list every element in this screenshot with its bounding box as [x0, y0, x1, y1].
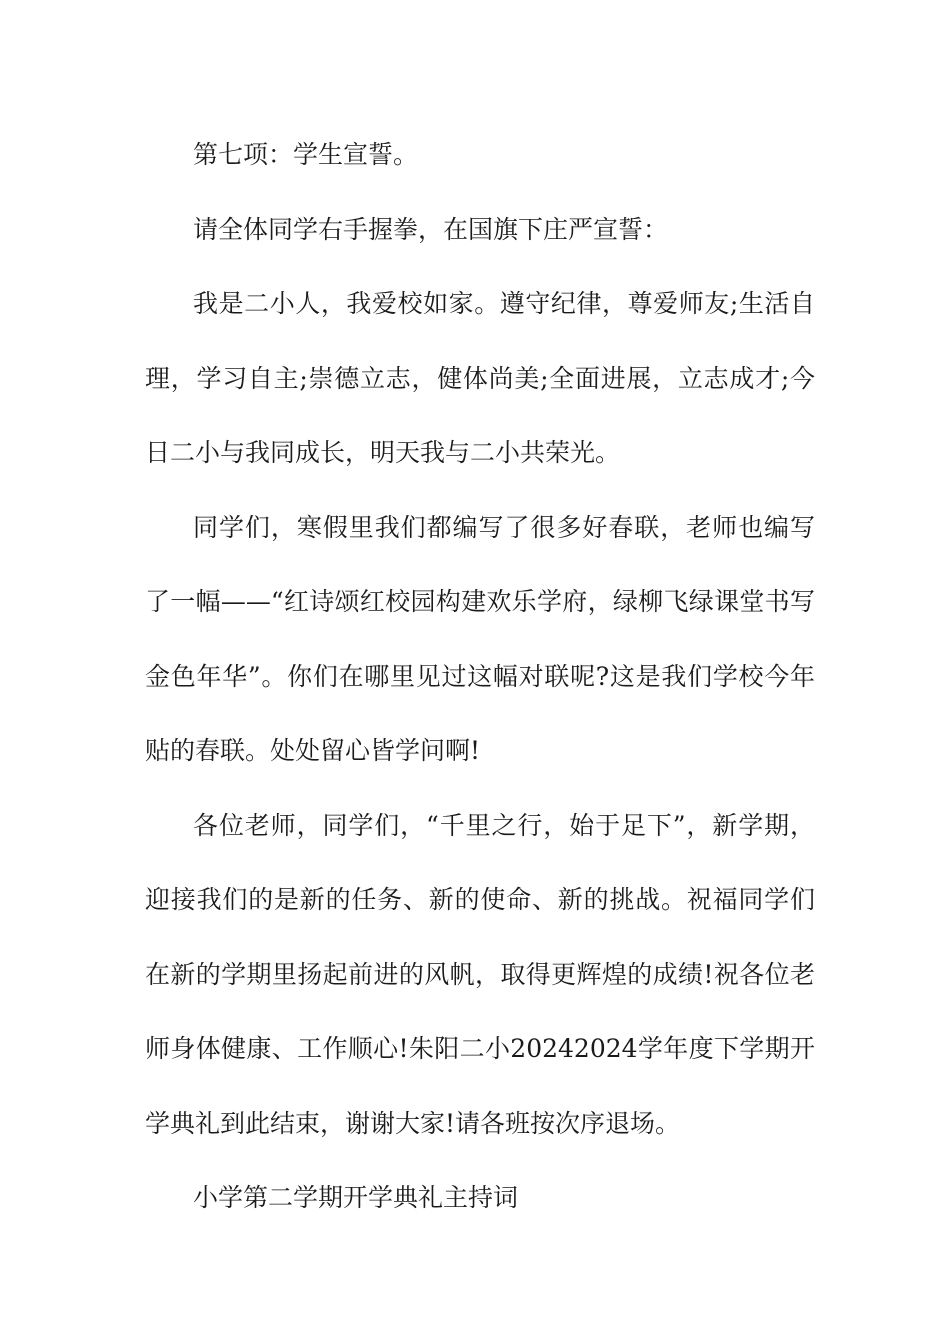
paragraph-spring-couplet: 同学们，寒假里我们都编写了很多好春联，老师也编写了一幅——“红诗颂红校园构建欢乐学府，绿柳飞绿课堂书写金色年华”。你们在哪里见过这幅对联呢?这是我们学校今年贴的春联。处处留心皆学问啊!	[145, 512, 815, 765]
section-heading: 小学第二学期开学典礼主持词	[193, 1183, 519, 1212]
paragraph-oath-instruction: 请全体同学右手握拳，在国旗下庄严宣誓：	[193, 214, 669, 244]
paragraph-item-7: 第七项：学生宣誓。	[193, 140, 419, 169]
document-body	[145, 118, 815, 1236]
paragraph-closing-remarks: 各位老师，同学们，“千里之行，始于足下”，新学期，迎接我们的是新的任务、新的使命、新的挑战。祝福同学们在新的学期里扬起前进的风帆，取得更辉煌的成绩!祝各位老师身体健康、工作顺心!朱阳二小20242024学年度下学期开学典礼到此结束，谢谢大家!请各班按次序退场。	[145, 810, 815, 1138]
paragraph-oath-text: 我是二小人，我爱校如家。遵守纪律，尊爱师友;生活自理，学习自主;崇德立志，健体尚美;全面进展，立志成才;今日二小与我同成长，明天我与二小共荣光。	[145, 289, 815, 467]
